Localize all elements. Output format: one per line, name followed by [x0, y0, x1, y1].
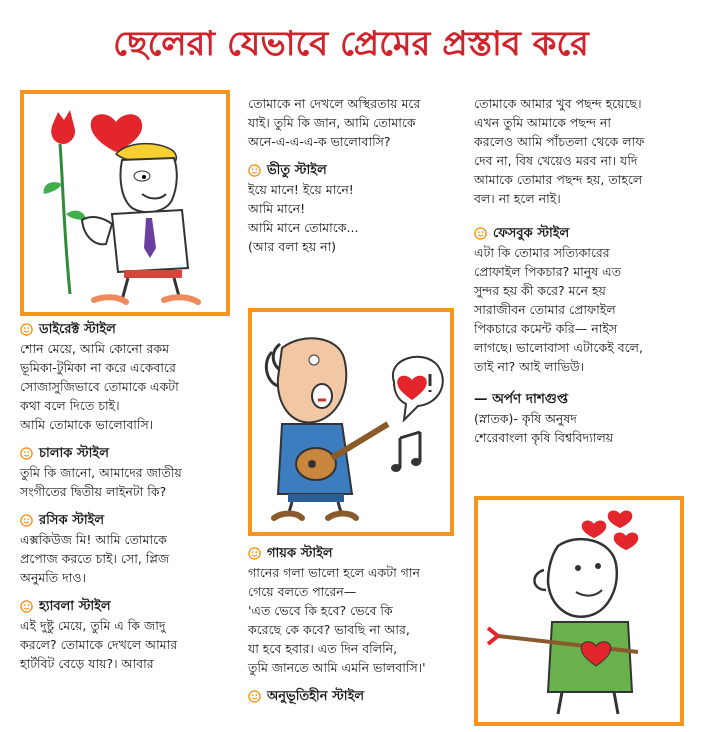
text-line: এক্সকিউজ মি! আমি তোমাকে	[20, 532, 167, 547]
author-affiliation: শেরেবাংলা কৃষি বিশ্ববিদ্যালয়	[474, 430, 614, 445]
section-facebook-heading	[474, 224, 688, 243]
section-funny-title: রসিক স্টাইল	[39, 513, 105, 528]
section-silly-title: হ্যাবলা স্টাইল	[39, 599, 111, 614]
text-line: ভূমিকা-টুমিকা না করে একেবারে	[20, 360, 176, 375]
smiley-icon	[248, 164, 261, 177]
section-funny-heading	[20, 511, 242, 530]
text-line: করলেও আমি পাঁচতলা থেকে লাফ	[474, 134, 645, 149]
section-direct-heading	[20, 320, 242, 339]
text-line: প্রোফাইল পিকচার? মানুষ এত	[474, 264, 622, 279]
text-line: এই দুষ্টু মেয়ে, তুমি এ কি জাদু	[20, 618, 166, 633]
text-line: আমি তোমাকে ভালোবাসি।	[20, 417, 154, 432]
text-line: এখন তুমি আমাকে পছন্দ না	[474, 115, 612, 130]
smiley-icon	[248, 690, 261, 703]
text-line: (আর বলা হয় না)	[248, 239, 337, 254]
smiley-icon	[20, 600, 33, 613]
section-numb-heading	[248, 687, 460, 706]
text-line: আমি মানে তোমাকে...	[248, 220, 359, 235]
text-line: তোমাকে না দেখলে অস্থিরতায় মরে	[248, 96, 421, 111]
author-name: — অর্পণ দাশগুপ্ত	[474, 391, 568, 407]
column-2	[248, 94, 460, 256]
text-line: আমাকে তোমার পছন্দ হয়, তাহলে	[474, 172, 643, 187]
section-singer-heading	[248, 544, 460, 563]
section-facebook-title: ফেসবুক স্টাইল	[493, 226, 570, 241]
smiley-icon	[474, 227, 487, 240]
illustration-arrow-man	[474, 496, 684, 726]
text-line: গানের গলা ভালো হলে একটা গান	[248, 565, 420, 580]
text-line: অনে-এ-এ-এ-ক ভালোবাসি?	[248, 134, 391, 149]
section-silly-heading	[20, 597, 242, 616]
column-1	[20, 320, 242, 673]
page-title: ছেলেরা যেভাবে প্রেমের প্রস্তাব করে	[113, 24, 589, 64]
author-affiliation: (স্নাতক)- কৃষি অনুষদ	[474, 411, 577, 426]
column-3	[474, 94, 688, 447]
text-line: এটা কি তোমার সত্যিকারের	[474, 245, 610, 260]
smiley-icon	[248, 547, 261, 560]
text-line: শোন মেয়ে, আমি কোনো রকম	[20, 341, 170, 356]
section-numb-title: অনুভূতিহীন স্টাইল	[267, 689, 365, 704]
illustration-singer	[248, 308, 454, 536]
text-line: কথা বলে দিতে চাই।	[20, 398, 120, 413]
text-line: তোমাকে আমার খুব পছন্দ হয়েছে।	[474, 96, 642, 111]
illustration-flower-man	[20, 90, 230, 316]
text-line: সুন্দর হয় কী করে? মনে হয়	[474, 283, 606, 298]
text-line: হার্টবিট বেড়ে যায়?। আবার	[20, 656, 154, 671]
text-line: সারাজীবন তোমার প্রোফাইল	[474, 302, 616, 317]
text-line: প্রপোজ করতে চাই। সো, প্লিজ	[20, 551, 170, 566]
text-line: করেছে কে কবে? ভাবছি না আর,	[248, 622, 410, 637]
text-line: 'এত ভেবে কি হবে? ভেবে কি	[248, 603, 393, 618]
text-line: অনুমতি দাও।	[20, 570, 87, 585]
text-line: যাই। তুমি কি জান, আমি তোমাকে	[248, 115, 416, 130]
text-line: গেয়ে বলতে পারেন—	[248, 584, 357, 599]
section-singer-title: গায়ক স্টাইল	[267, 546, 333, 561]
text-line: ইয়ে মানে! ইয়ে মানে!	[248, 182, 354, 197]
text-line: লাগছে। ভালোবাসা এটাকেই বলে,	[474, 340, 643, 355]
text-line: সোজাসুজিভাবে তোমাকে একটা	[20, 379, 179, 394]
smiley-icon	[20, 323, 33, 336]
text-line: পিকচারে কমেন্ট করি— নাইস	[474, 321, 618, 336]
section-timid-heading	[248, 161, 460, 180]
section-direct-title: ডাইরেক্ট স্টাইল	[39, 322, 116, 337]
text-line: তাই না? আই লাভিউ।	[474, 359, 585, 374]
section-clever-heading	[20, 444, 242, 463]
smiley-icon	[20, 447, 33, 460]
text-line: তুমি কি জানো, আমাদের জাতীয়	[20, 465, 182, 480]
text-line: দেব না, বিষ খেয়েও মরব না। যদি	[474, 153, 638, 168]
section-timid-title: ভীতু স্টাইল	[267, 163, 327, 178]
section-clever-title: চালাক স্টাইল	[39, 446, 109, 461]
smiley-icon	[20, 514, 33, 527]
text-line: বল। না হলে নাই।	[474, 191, 561, 206]
text-line: সংগীতের দ্বিতীয় লাইনটা কি?	[20, 484, 167, 499]
text-line: যা হবে হবার। এত দিন বলিনি,	[248, 641, 398, 656]
text-line: করলে? তোমাকে দেখলে আমার	[20, 637, 178, 652]
text-line: আমি মানে!	[248, 201, 306, 216]
column-2-lower	[248, 544, 460, 706]
text-line: তুমি জানতে আমি এমনি ভালবাসি।'	[248, 660, 426, 675]
